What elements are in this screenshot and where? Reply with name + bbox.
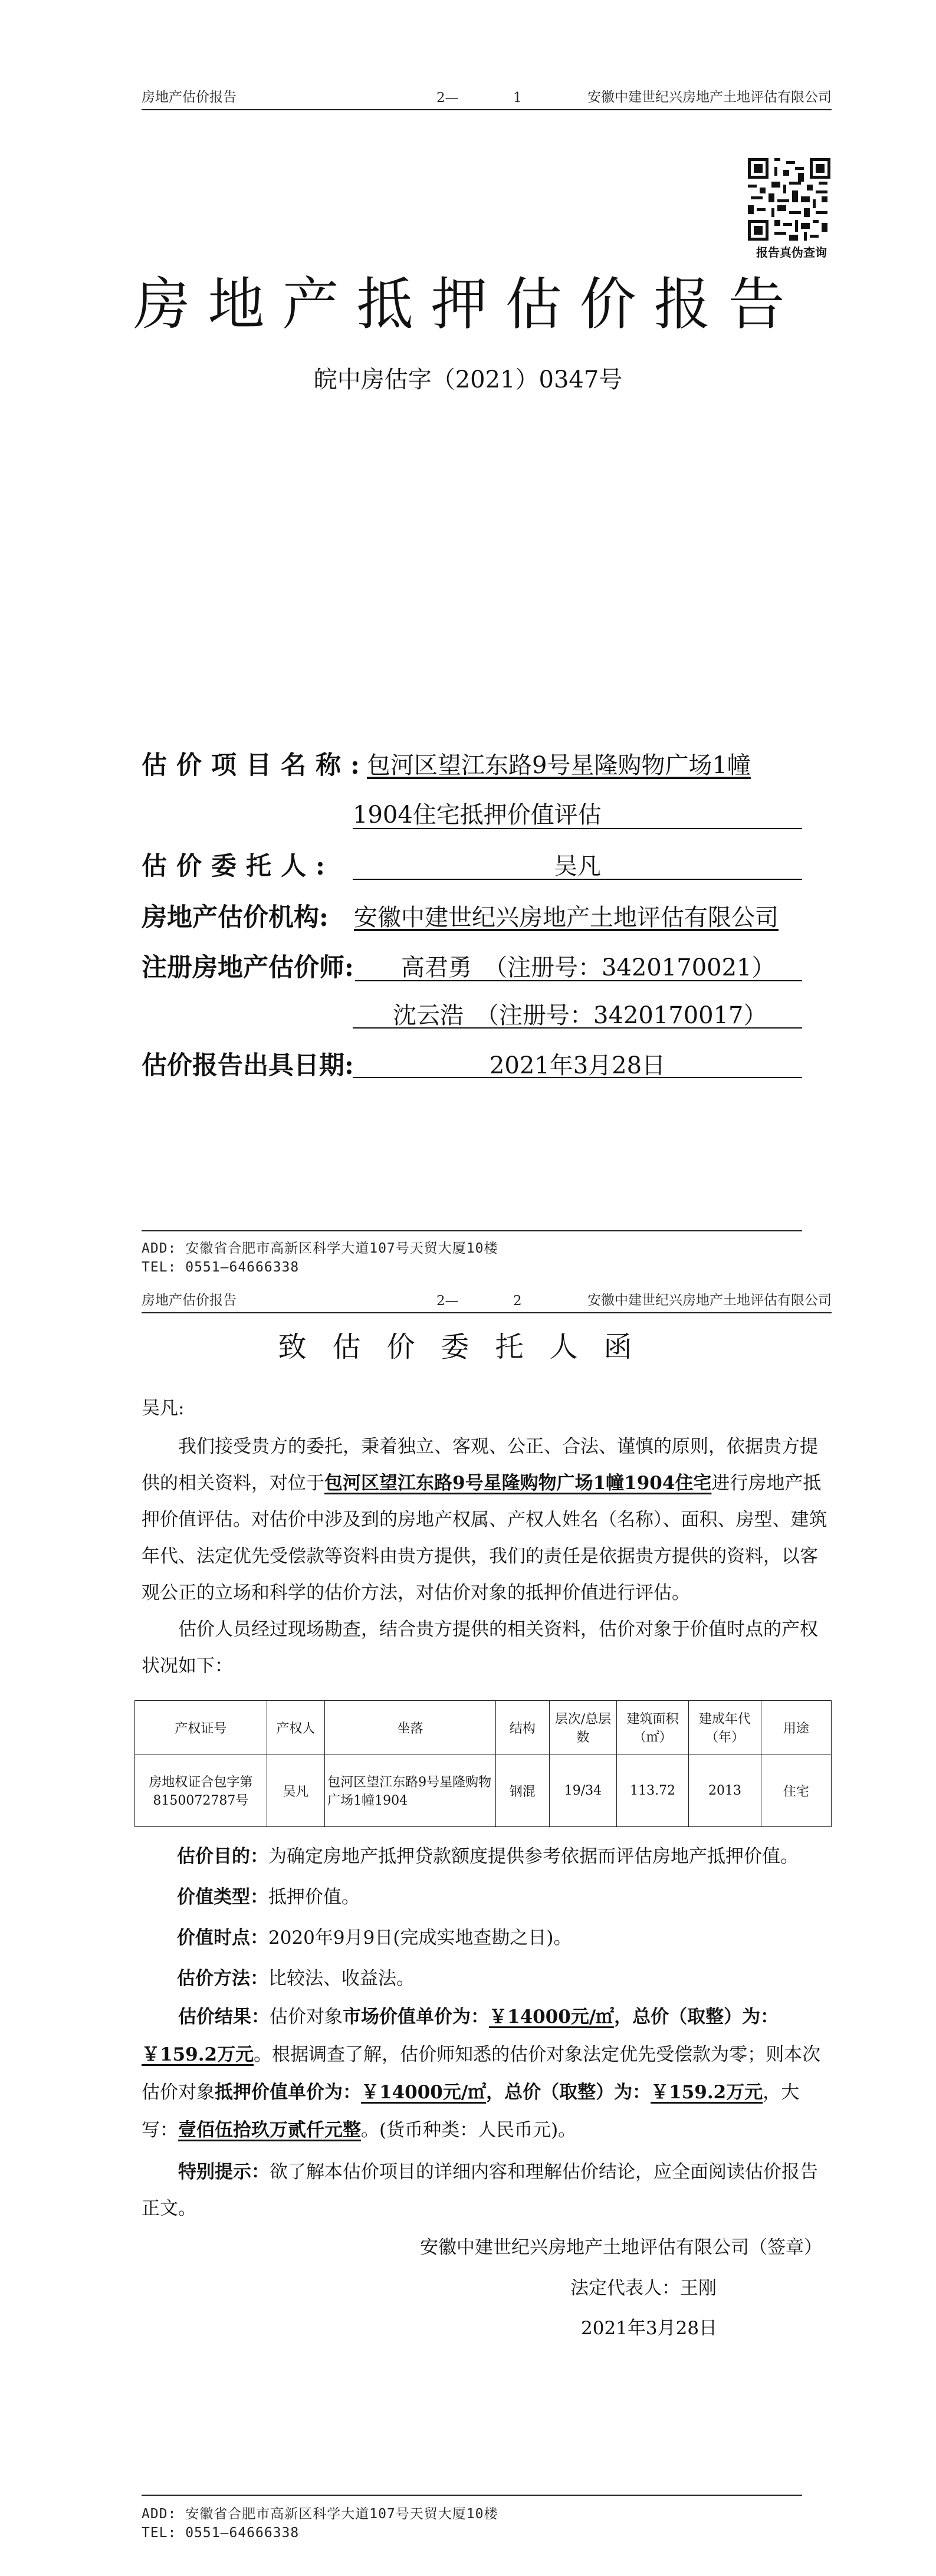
result-mortgage-total: ￥159.2万元 xyxy=(651,2082,763,2103)
table-header-cell: 用途 xyxy=(761,1701,831,1754)
page1-footer-line xyxy=(142,1230,802,1231)
result-mortgage-unit-price: ￥14000元/㎡ xyxy=(361,2082,487,2103)
page2-footer-line xyxy=(142,2495,802,2496)
table-cell: 房地权证合包字第8150072787号 xyxy=(135,1754,267,1827)
result-block xyxy=(142,1998,832,2149)
appraiser-2: 沈云浩 （注册号：3420170017） xyxy=(393,1002,767,1029)
note-paragraph xyxy=(142,2154,832,2227)
note-label: 特别提示： xyxy=(178,2161,270,2183)
project-label: 估价项目名称: xyxy=(142,751,369,780)
result-paragraph xyxy=(142,1998,832,2149)
date-underline xyxy=(353,1077,802,1078)
value-time-value: 2020年9月9日(完成实地查勘之日)。 xyxy=(268,1927,572,1949)
table-cell: 钢混 xyxy=(495,1754,549,1827)
page1-header xyxy=(142,86,832,110)
agency-value: 安徽中建世纪兴房地产土地评估有限公司 xyxy=(354,904,779,931)
page2-footer-tel: TEL: 0551—64666338 xyxy=(142,2525,300,2541)
result-text: 估价对象 xyxy=(270,2006,343,2028)
value-time-row xyxy=(177,1923,867,1949)
letter-title: 致估价委托人函 xyxy=(278,1330,658,1363)
table-header-cell: 坐落 xyxy=(325,1701,496,1754)
table-cell: 吴凡 xyxy=(267,1754,324,1827)
appraiser-1-underline xyxy=(355,980,802,981)
result-mortgage-label: 抵押价值单价为： xyxy=(215,2082,361,2103)
value-type-label: 价值类型： xyxy=(177,1887,268,1908)
table-header-cell: 建筑面积（㎡） xyxy=(616,1701,688,1754)
result-market-total-label: ，总价（取整）为： xyxy=(614,2006,779,2028)
value-type-row xyxy=(177,1882,867,1908)
document-number: 皖中房估字（2021）0347号 xyxy=(313,366,623,393)
qr-code-icon[interactable] xyxy=(748,158,830,241)
header-left: 房地产估价报告 xyxy=(142,90,237,105)
result-text: ，大写： xyxy=(142,2082,800,2141)
result-market-unit-price: ￥14000元/㎡ xyxy=(489,2006,615,2028)
purpose-value: 为确定房地产抵押贷款额度提供参考依据而评估房地产抵押价值。 xyxy=(268,1846,799,1867)
table-header-cell: 结构 xyxy=(495,1701,549,1754)
purpose-row xyxy=(177,1841,867,1868)
result-market-label: 市场价值单价为： xyxy=(343,2006,489,2028)
letter-body xyxy=(142,1428,832,1684)
header-page-prefix: 2— xyxy=(436,1293,459,1309)
result-mortgage-total-label: ，总价（取整）为： xyxy=(486,2082,651,2103)
project-underline xyxy=(353,828,802,829)
table-header-cell: 层次/总层数 xyxy=(549,1701,616,1754)
table-header-row xyxy=(135,1701,832,1754)
header-right: 安徽中建世纪兴房地产土地评估有限公司 xyxy=(587,90,832,105)
header-right: 安徽中建世纪兴房地产土地评估有限公司 xyxy=(587,1293,832,1308)
property-rights-table xyxy=(134,1700,832,1827)
result-label: 估价结果： xyxy=(178,2006,270,2028)
header-page-number: 2 xyxy=(513,1293,522,1309)
salutation: 吴凡: xyxy=(142,1398,185,1419)
page2-footer-address: ADD: 安徽省合肥市高新区科学大道107号天贸大厦10楼 xyxy=(142,2506,498,2522)
paragraph-2: 估价人员经过现场勘查，结合贵方提供的相关资料，估价对象于价值时点的产权状况如下： xyxy=(142,1619,818,1677)
date-value: 2021年3月28日 xyxy=(489,1052,666,1079)
table-cell: 2013 xyxy=(689,1754,761,1827)
client-value: 吴凡 xyxy=(554,853,601,880)
legal-representative: 法定代表人：王刚 xyxy=(570,2278,717,2299)
appraiser-1: 高君勇 （注册号：3420170021） xyxy=(401,954,776,981)
purpose-label: 估价目的： xyxy=(177,1846,268,1867)
date-label: 估价报告出具日期: xyxy=(142,1051,354,1080)
method-value: 比较法、收益法。 xyxy=(268,1968,415,1989)
qr-caption: 报告真伪查询 xyxy=(756,245,827,259)
client-underline xyxy=(353,879,802,880)
result-market-total: ￥159.2万元 xyxy=(142,2044,254,2065)
page1-footer-address: ADD: 安徽省合肥市高新区科学大道107号天贸大厦10楼 xyxy=(142,1241,498,1256)
appraiser-2-underline xyxy=(353,1027,802,1029)
note-value: 欲了解本估价项目的详细内容和理解估价结论，应全面阅读估价报告正文。 xyxy=(142,2161,818,2219)
table-cell: 住宅 xyxy=(761,1754,831,1827)
report-title: 房地产抵押估价报告 xyxy=(133,271,803,337)
value-type-value: 抵押价值。 xyxy=(268,1887,360,1908)
value-time-label: 价值时点： xyxy=(177,1927,268,1949)
table-cell: 113.72 xyxy=(616,1754,688,1827)
para1-text-a: 我们接受贵方的委托，秉着独立、客观、公正、合法、谨慎的原则，依据贵方提供的相关资料，对位于 xyxy=(142,1436,818,1494)
page2-header xyxy=(142,1289,832,1313)
table-header-cell: 建成年代（年） xyxy=(689,1701,761,1754)
method-label: 估价方法： xyxy=(177,1968,268,1989)
page1-footer-tel: TEL: 0551—64666338 xyxy=(142,1260,300,1275)
para1-property: 包河区望江东路9号星隆购物广场1幢1904住宅 xyxy=(324,1473,712,1494)
paragraph-1 xyxy=(142,1428,832,1611)
table-header-cell: 产权人 xyxy=(267,1701,324,1754)
para1-text-b: 进行房地产抵押价值评估。对估价中涉及到的房地产权属、产权人姓名（名称）、面积、房型、建筑年代、法定优先受偿款等资料由贵方提供，我们的责任是依据贵方提供的资料，以客观公正的立场和科学的估价方法，对估价对象的抵押价值进行评估。 xyxy=(142,1473,827,1604)
agency-label: 房地产估价机构: xyxy=(142,903,329,932)
header-page-prefix: 2— xyxy=(436,90,459,106)
header-left: 房地产估价报告 xyxy=(142,1293,237,1308)
table-cell: 包河区望江东路9号星隆购物广场1幢1904 xyxy=(325,1754,496,1827)
result-text: 。(货币种类：人民币元)。 xyxy=(361,2120,577,2141)
table-row xyxy=(135,1754,832,1827)
project-value-line1: 包河区望江东路9号星隆购物广场1幢 xyxy=(367,752,751,779)
header-page-number: 1 xyxy=(513,90,522,106)
client-label: 估价委托人: xyxy=(142,852,334,881)
table-cell: 19/34 xyxy=(549,1754,616,1827)
result-amount-in-words: 壹佰伍拾玖万贰仟元整 xyxy=(178,2120,361,2141)
method-row xyxy=(177,1963,867,1990)
company-signature: 安徽中建世纪兴房地产土地评估有限公司（签章） xyxy=(420,2237,822,2258)
appraiser-label: 注册房地产估价师: xyxy=(142,953,354,983)
signature-date: 2021年3月28日 xyxy=(581,2318,718,2339)
table-header-cell: 产权证号 xyxy=(135,1701,267,1754)
result-text: 。根据调查了解，估价师知悉的估价对象法定优先受偿款为零；则本次估价对象 xyxy=(142,2044,821,2103)
project-value-line2: 1904住宅抵押价值评估 xyxy=(353,801,602,829)
note-block xyxy=(142,2154,832,2227)
